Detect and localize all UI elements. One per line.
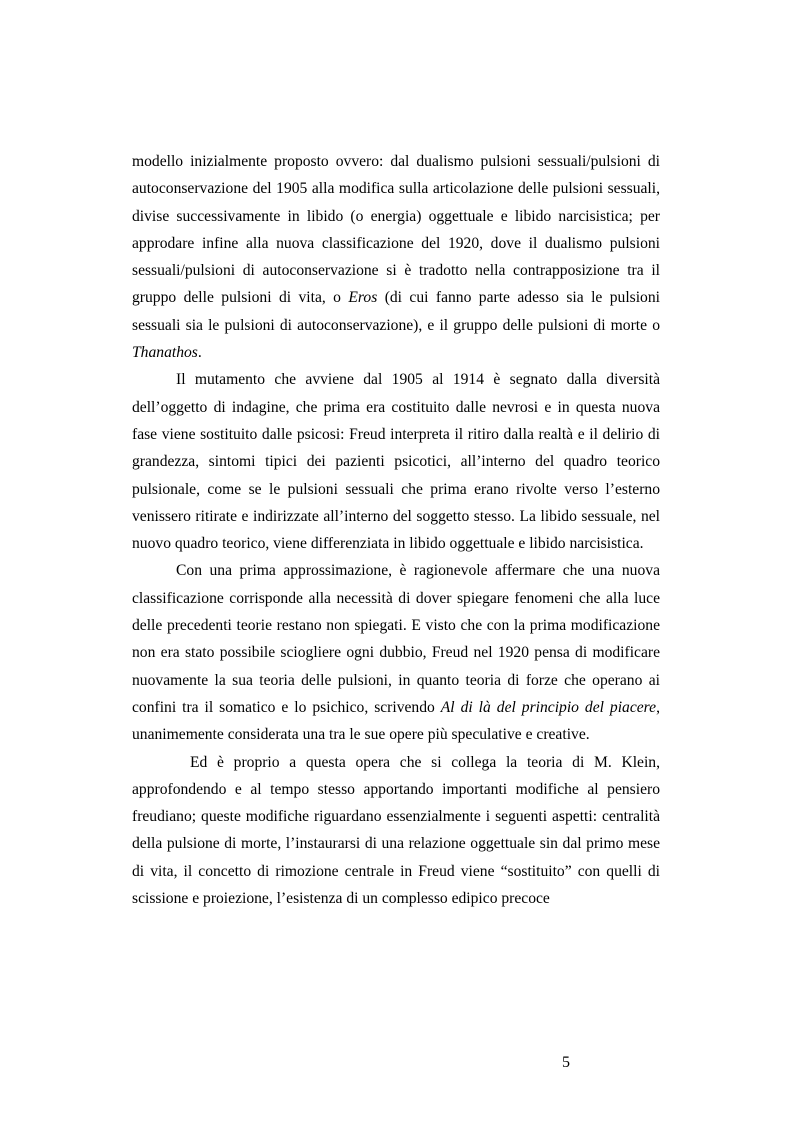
p1-seg-5: . [197,344,202,362]
paragraph-3 [132,557,660,748]
p1-italic-thanathos: Thanathos [132,344,198,362]
p1-italic-eros: Eros [348,289,378,307]
paragraph-1 [132,148,660,366]
p3-seg-3: , unanimemente considerata una tra le sue opere più speculative e creative. [132,698,660,744]
body-text [132,148,660,912]
p1-seg-1: modello inizialmente proposto ovvero: dal dualismo pulsioni sessuali/pulsioni di autoconservazione del 1905 alla modifica sulla articolazione delle pulsioni sessuali, divise successivamente in libido (o energia) oggettuale e libido narcisistica; per approdare infine alla nuova classificazione del 1920, dove il dualismo pulsioni sessuali/pulsioni di autoconservazione si è tradotto nella contrapposizione tra il gruppo delle pulsioni di vita, o [132,153,660,307]
p3-italic-title: Al di là del principio del piacere [440,698,657,716]
paragraph-2 [132,366,660,557]
p3-seg-1: Con una prima approssimazione, è ragionevole affermare che una nuova classificazione corrisponde alla necessità di dover spiegare fenomeni che alla luce delle precedenti teorie restano non spiegati. E visto che con la prima modificazione non era stato possibile sciogliere ogni dubbio, Freud nel 1920 pensa di modificare nuovamente la sua teoria delle pulsioni, in quanto teoria di forze che operano ai confini tra il somatico e lo psichico, scrivendo [132,562,660,716]
p2-seg-1: Il mutamento che avviene dal 1905 al 1914 è segnato dalla diversità dell’oggetto di indagine, che prima era costituito dalle nevrosi e in questa nuova fase viene sostituito dalle psicosi: Freud interpreta il ritiro dalla realtà e il delirio di grandezza, sintomi tipici dei pazienti psicotici, all’interno del quadro teorico pulsionale, come se le pulsioni sessuali che prima erano rivolte verso l’esterno venissero ritirate e indirizzate all’interno del soggetto stesso. La libido sessuale, nel nuovo quadro teorico, viene differenziata in libido oggettuale e libido narcisistica. [132,371,660,553]
page-number: 5 [562,1054,570,1071]
p4-seg-1: Ed è proprio a questa opera che si collega la teoria di M. Klein, approfondendo e al tempo stesso apportando importanti modifiche al pensiero freudiano; queste modifiche riguardano essenzialmente i seguenti aspetti: centralità della pulsione di morte, l’instaurarsi di una relazione oggettuale sin dal primo mese di vita, il concetto di rimozione centrale in Freud viene “sostituito” con quelli di scissione e proiezione, l’esistenza di un complesso edipico precoce [132,753,660,908]
p1-seg-3: (di cui fanno parte adesso sia le pulsioni sessuali sia le pulsioni di autoconservazione), e il gruppo delle pulsioni di morte o [132,289,660,334]
paragraph-4 [132,749,660,913]
